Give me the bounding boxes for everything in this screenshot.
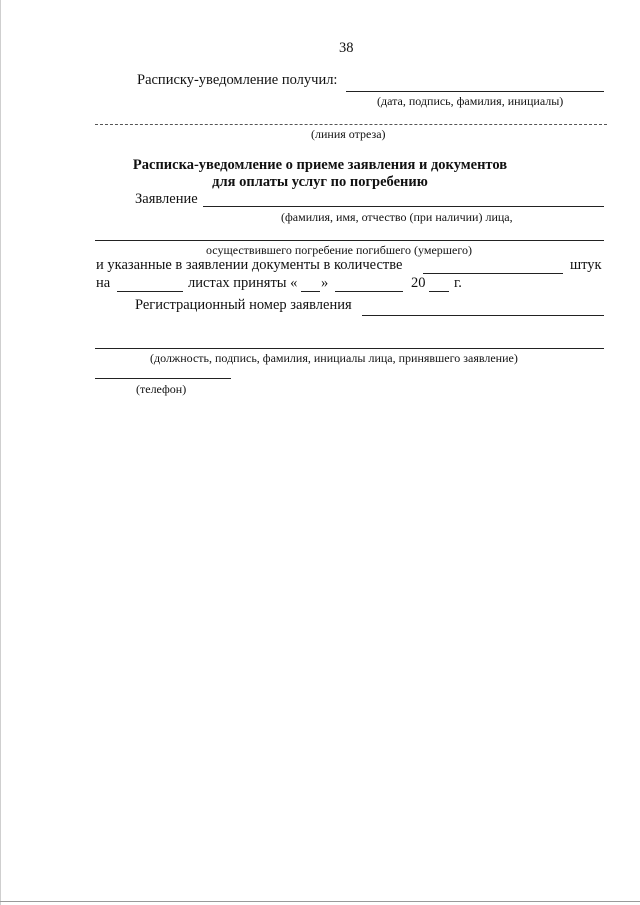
sheets-on-label: на xyxy=(96,275,111,291)
quote-close: » xyxy=(321,275,329,291)
receipt-received-signature-line xyxy=(346,91,604,92)
cut-line-caption: (линия отреза) xyxy=(311,127,386,141)
page-left-edge xyxy=(0,0,1,905)
receipt-received-label: Расписку-уведомление получил: xyxy=(137,72,338,88)
registration-number-label: Регистрационный номер заявления xyxy=(135,297,352,313)
documents-count-line xyxy=(423,273,563,274)
year-line xyxy=(429,291,449,292)
cut-line xyxy=(95,124,607,125)
sheets-count-line xyxy=(117,291,183,292)
documents-count-text: и указанные в заявлении документы в количестве xyxy=(96,257,403,273)
statement-name-line xyxy=(203,206,604,207)
statement-caption-1: (фамилия, имя, отчество (при наличии) лица, xyxy=(281,210,513,224)
month-line xyxy=(335,291,403,292)
statement-label: Заявление xyxy=(135,191,198,207)
official-signature-line xyxy=(95,348,604,349)
year-suffix: г. xyxy=(454,275,462,291)
statement-caption-2: осуществившего погребение погибшего (умершего) xyxy=(206,243,472,257)
official-signature-caption: (должность, подпись, фамилия, инициалы лица, принявшего заявление) xyxy=(150,351,518,365)
phone-caption: (телефон) xyxy=(136,382,187,396)
day-line xyxy=(301,291,320,292)
statement-name-line-2 xyxy=(95,240,604,241)
form-title-line2: для оплаты услуг по погребению xyxy=(212,174,428,190)
registration-number-line xyxy=(362,315,604,316)
form-title-line1: Расписка-уведомление о приеме заявления и документов xyxy=(132,157,508,173)
sheets-accepted-text: листах приняты « xyxy=(188,275,298,291)
phone-line xyxy=(95,378,231,379)
documents-unit: штук xyxy=(570,257,602,273)
receipt-received-caption: (дата, подпись, фамилия, инициалы) xyxy=(377,94,564,108)
year-prefix: 20 xyxy=(411,275,426,291)
page-bottom-edge xyxy=(0,901,640,902)
page-number: 38 xyxy=(339,40,354,56)
